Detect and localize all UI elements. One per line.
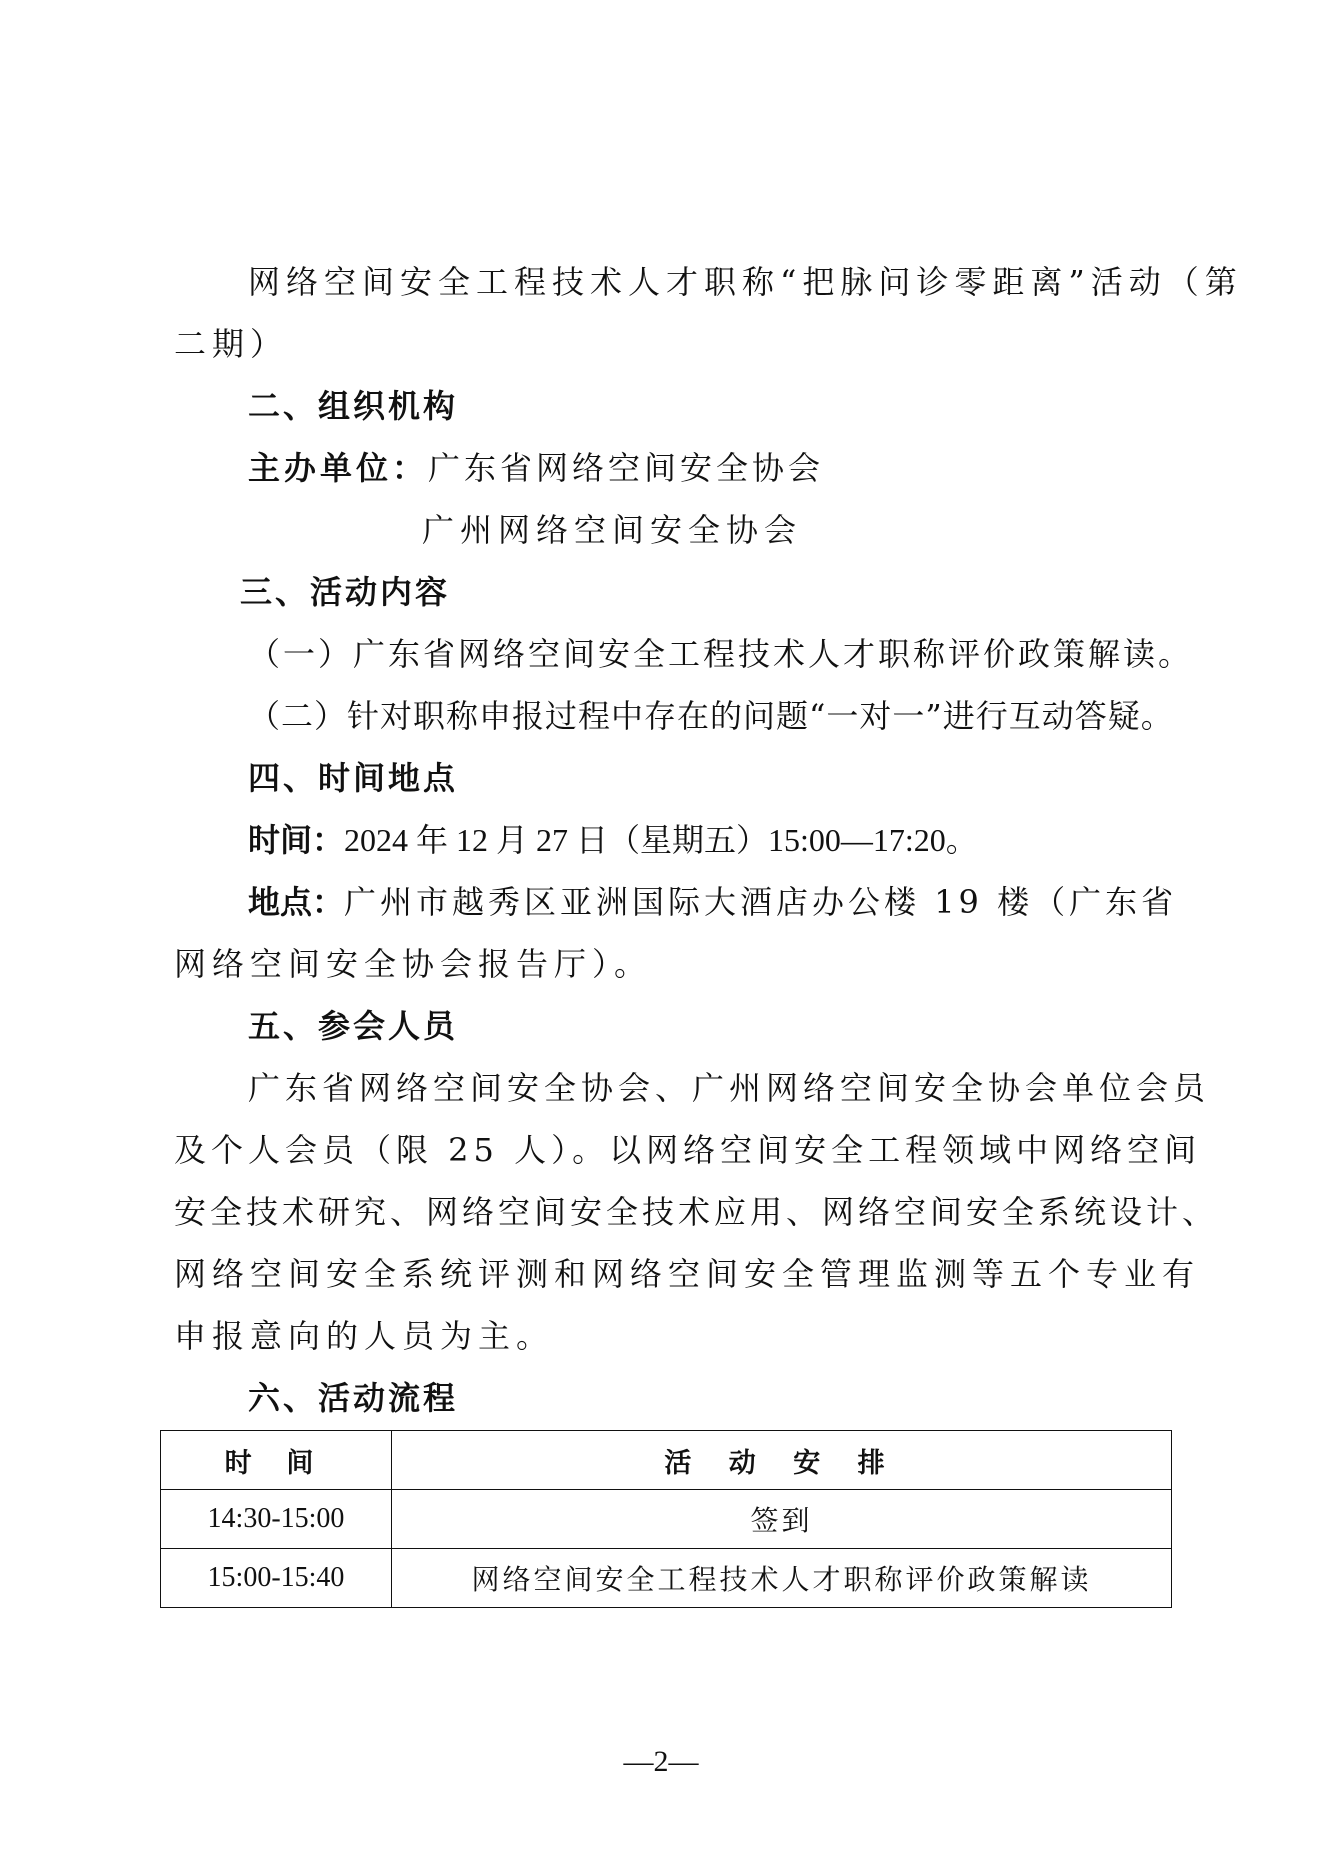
table-row <box>161 1490 1172 1549</box>
table-row <box>161 1549 1172 1608</box>
organizer-row-1 <box>248 448 824 488</box>
row-activity: 网络空间安全工程技术人才职称评价政策解读 <box>392 1549 1172 1608</box>
content-item-1: （一）广东省网络空间安全工程技术人才职称评价政策解读。 <box>248 635 1194 673</box>
organizer-name-2: 广州网络空间安全协会 <box>422 511 803 549</box>
participants-line-5: 申报意向的人员为主。 <box>174 1317 555 1355</box>
time-value: 2024 年 12 月 27 日（星期五）15:00—17:20。 <box>344 822 978 858</box>
row-time: 15:00-15:40 <box>161 1549 392 1608</box>
header-time: 时 间 <box>161 1431 392 1490</box>
place-value-line-1: 广州市越秀区亚洲国际大酒店办公楼 19 楼（广东省 <box>344 883 1178 921</box>
section-heading-content: 三、活动内容 <box>240 573 451 611</box>
place-value-line-2: 网络空间安全协会报告厅）。 <box>174 945 653 983</box>
intro-line-1: 网络空间安全工程技术人才职称“把脉问诊零距离”活动（第 <box>248 263 1243 301</box>
participants-line-1: 广东省网络空间安全协会、广州网络空间安全协会单位会员 <box>248 1069 1211 1107</box>
participants-line-4: 网络空间安全系统评测和网络空间安全管理监测等五个专业有 <box>174 1255 1201 1293</box>
table-header-row <box>161 1431 1172 1490</box>
section-heading-time-place: 四、时间地点 <box>248 759 459 797</box>
section-heading-schedule: 六、活动流程 <box>248 1379 459 1417</box>
content-item-2: （二）针对职称申报过程中存在的问题“一对一”进行互动答疑。 <box>248 697 1174 735</box>
schedule-table <box>160 1430 1172 1608</box>
row-activity: 签到 <box>392 1490 1172 1549</box>
page-number: —2— <box>623 1745 699 1778</box>
participants-line-3: 安全技术研究、网络空间安全技术应用、网络空间安全系统设计、 <box>174 1193 1219 1231</box>
place-row <box>248 882 1177 922</box>
intro-line-2: 二期） <box>174 325 289 363</box>
place-label: 地点： <box>248 883 345 921</box>
organizer-name-1: 广东省网络空间安全协会 <box>428 449 825 487</box>
time-label: 时间： <box>248 821 345 859</box>
organizer-label: 主办单位： <box>248 449 429 487</box>
section-heading-participants: 五、参会人员 <box>248 1007 459 1045</box>
participants-line-2: 及个人会员（限 25 人）。以网络空间安全工程领域中网络空间 <box>174 1131 1202 1169</box>
time-row <box>248 820 978 860</box>
section-heading-organization: 二、组织机构 <box>248 387 459 425</box>
row-time: 14:30-15:00 <box>161 1490 392 1549</box>
header-activity: 活 动 安 排 <box>392 1431 1172 1490</box>
